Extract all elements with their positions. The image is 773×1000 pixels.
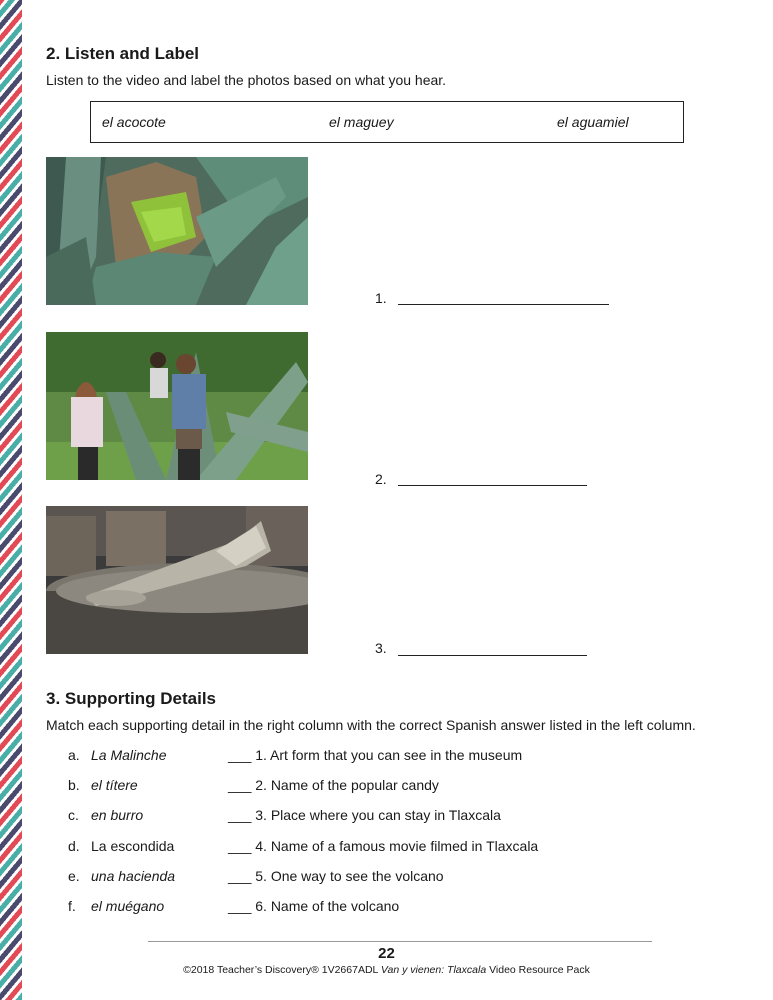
match-row <box>68 747 668 765</box>
section-3-instructions: Match each supporting detail in the right column with the correct Spanish answer listed in the left column. <box>46 717 696 733</box>
match-detail: ___ 3. Place where you can stay in Tlaxcala <box>228 807 501 823</box>
word-bank-item: el aguamiel <box>557 114 629 130</box>
word-bank-item: el acocote <box>102 114 166 130</box>
match-detail: ___ 6. Name of the volcano <box>228 898 400 914</box>
match-letter: b. <box>68 777 80 793</box>
blank-row <box>375 471 397 487</box>
match-letter: e. <box>68 868 80 884</box>
match-answer: el muégano <box>91 898 165 914</box>
match-answer: La Malinche <box>91 747 167 763</box>
footer-divider <box>148 941 652 942</box>
maguey-heart-photo <box>46 157 308 305</box>
footer-text-b: Video Resource Pack <box>486 964 590 976</box>
word-bank-item: el maguey <box>329 114 394 130</box>
decorative-stripe-border <box>0 0 22 1000</box>
footer-text-a: ©2018 Teacher’s Discovery® 1V2667ADL <box>183 964 381 976</box>
acocote-on-barrel-photo <box>46 506 308 654</box>
match-answer: una hacienda <box>91 868 176 884</box>
match-detail: ___ 4. Name of a famous movie filmed in Tlaxcala <box>228 838 539 854</box>
blank-row <box>375 290 397 306</box>
match-answer: La escondida <box>91 838 175 854</box>
match-row <box>68 838 668 856</box>
section-2-instructions: Listen to the video and label the photos based on what you hear. <box>46 72 447 88</box>
match-letter: c. <box>68 807 79 823</box>
match-letter: d. <box>68 838 80 854</box>
match-detail: ___ 2. Name of the popular candy <box>228 777 439 793</box>
match-detail: ___ 1. Art form that you can see in the museum <box>228 747 523 763</box>
match-letter: f. <box>68 898 76 914</box>
page-number: 22 <box>378 945 395 962</box>
match-answer: en burro <box>91 807 144 823</box>
blank-number: 1. <box>375 290 387 306</box>
blank-number: 3. <box>375 640 387 656</box>
answer-blank-line[interactable] <box>398 655 587 656</box>
match-letter: a. <box>68 747 80 763</box>
answer-blank-line[interactable] <box>398 304 609 305</box>
match-detail: ___ 5. One way to see the volcano <box>228 868 444 884</box>
blank-number: 2. <box>375 471 387 487</box>
section-2-heading: 2. Listen and Label <box>46 44 200 63</box>
footer-credit <box>0 964 773 976</box>
match-row <box>68 777 668 795</box>
footer-text-title: Van y vienen: Tlaxcala <box>380 964 487 976</box>
match-answer: el títere <box>91 777 138 793</box>
match-row <box>68 807 668 825</box>
section-3-heading: 3. Supporting Details <box>46 689 217 708</box>
word-bank-box <box>90 101 684 143</box>
match-row <box>68 868 668 886</box>
blank-row <box>375 640 397 656</box>
people-at-maguey-photo <box>46 332 308 480</box>
match-row <box>68 898 668 916</box>
answer-blank-line[interactable] <box>398 485 587 486</box>
